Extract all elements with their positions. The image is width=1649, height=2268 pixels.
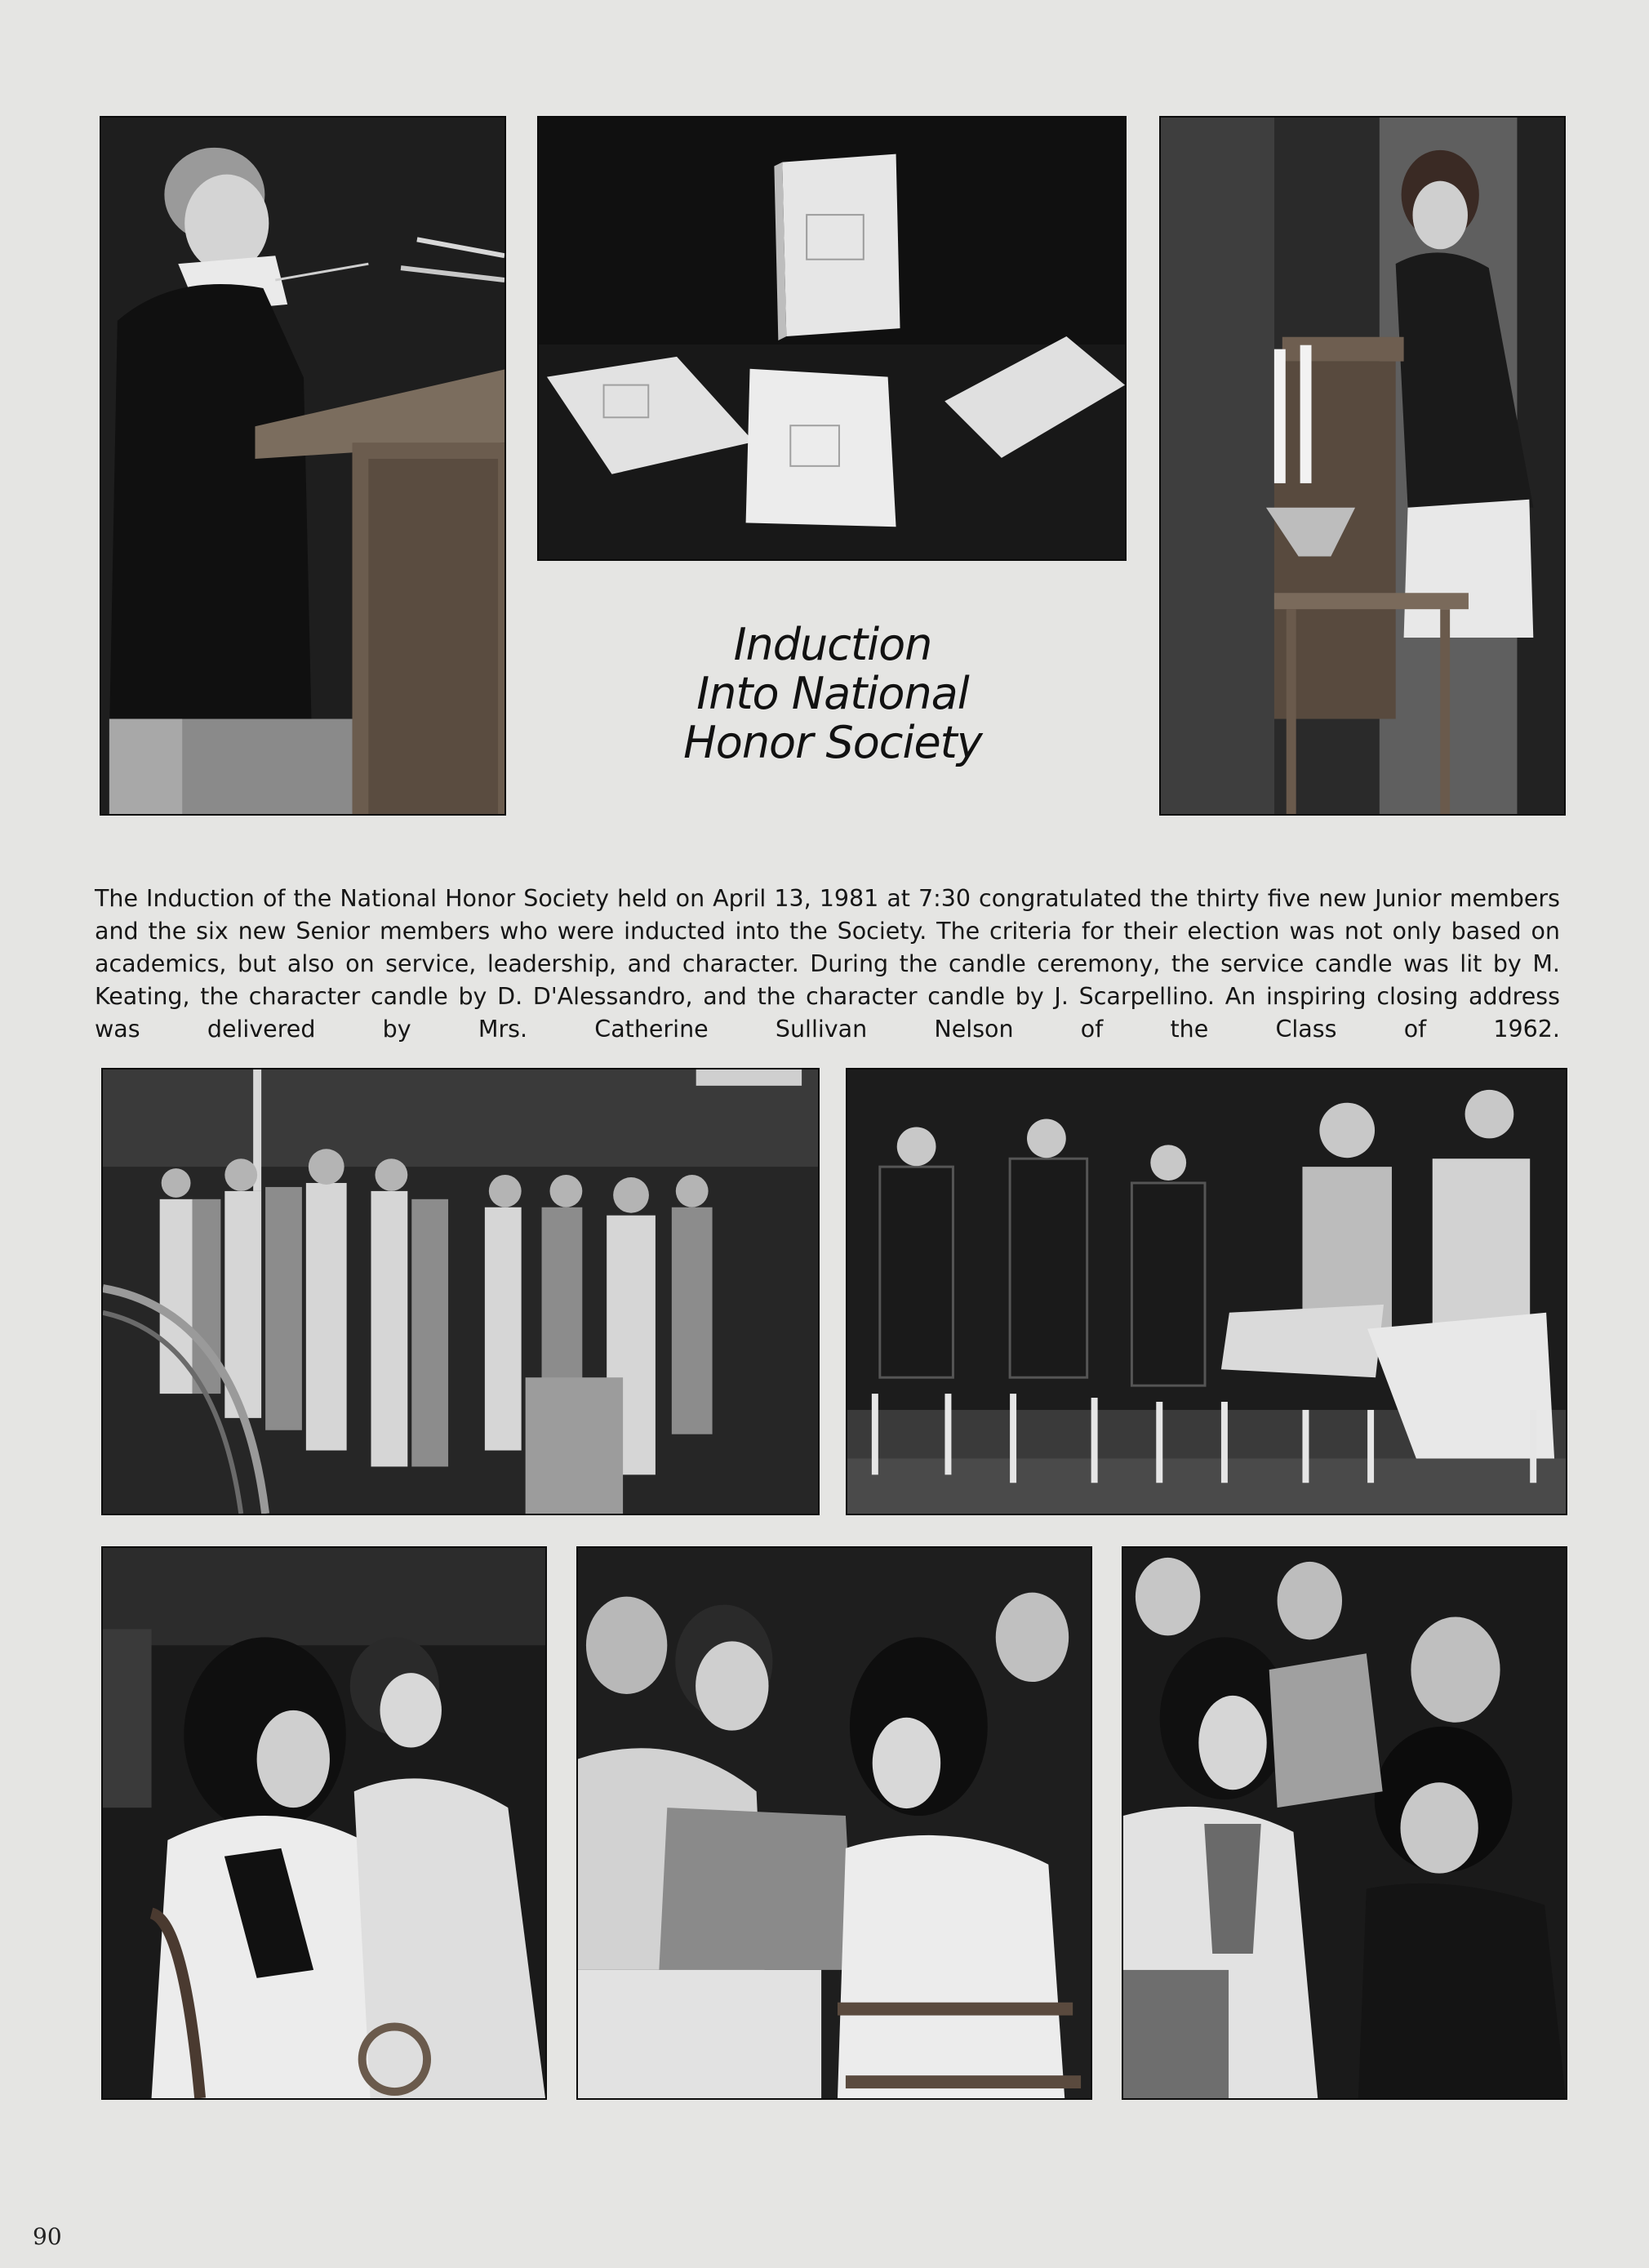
- photo-speaker-at-podium: [100, 116, 506, 816]
- photo-speaker-with-candles: [1159, 116, 1566, 816]
- photo-audience-right: [1122, 1546, 1567, 2100]
- photo-seated-on-stage: [846, 1068, 1567, 1515]
- page-title: [620, 620, 1045, 767]
- photo-program-booklets: [537, 116, 1127, 561]
- article-body: The Induction of the National Honor Society held on April 13, 1981 at 7:30 congratulated the thirty five new Junior members and the six new Senior members who were inducted into the Society. The criteria for their election was not only based on academics, but also on service, leadership, and character. During the candle ceremony, the service candle was lit by M. Keating, the character candle by D. D'Alessandro, and the character candle by J. Scarpellino. An inspiring closing address was delivered by Mrs. Catherine Sullivan Nelson of the Class of 1962.: [95, 884, 1560, 1043]
- title-line-2: Into National: [696, 668, 969, 719]
- title-line-3: Honor Society: [683, 717, 982, 768]
- photo-audience-center: [576, 1546, 1092, 2100]
- photo-audience-left: [101, 1546, 547, 2100]
- photo-inductees-standing: [101, 1068, 820, 1515]
- page-number: 90: [33, 2223, 62, 2250]
- title-line-1: Induction: [733, 619, 932, 670]
